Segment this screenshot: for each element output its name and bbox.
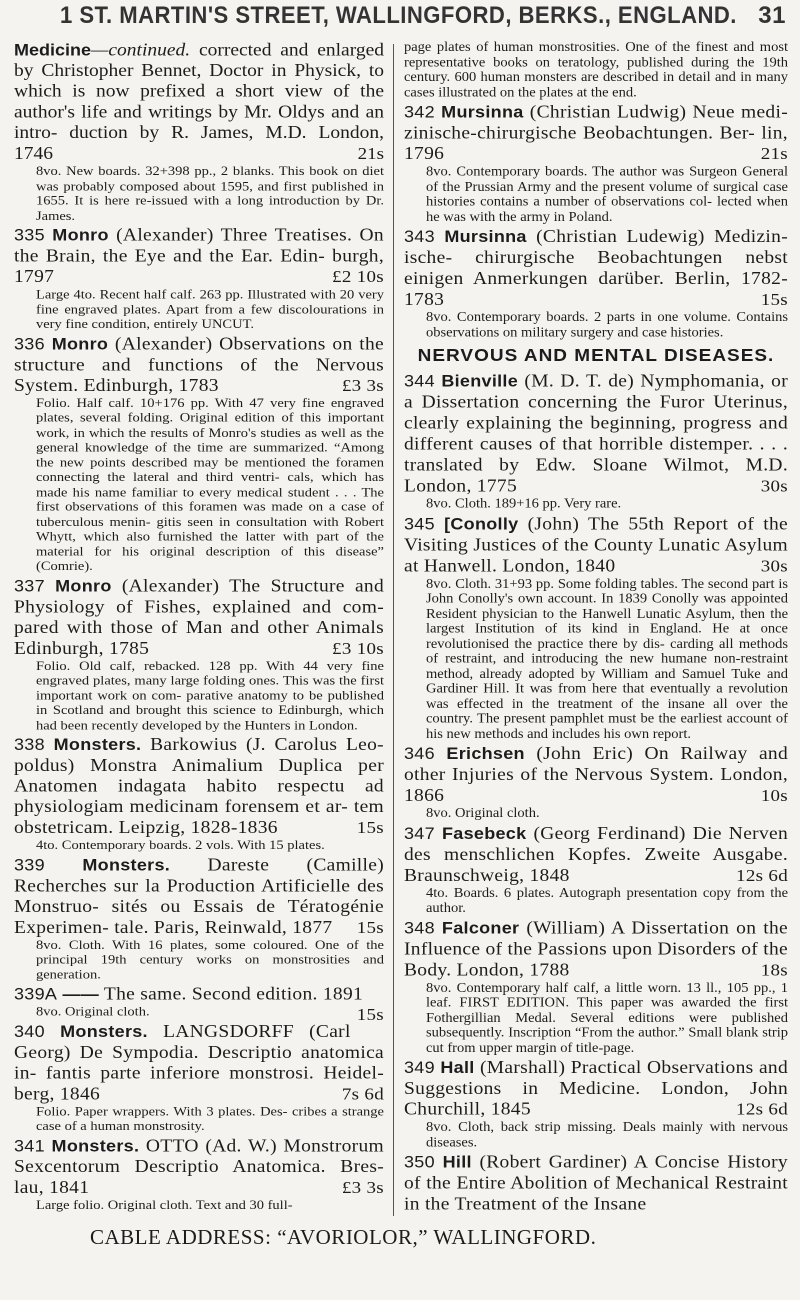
entry-title: (John Eric) On Railway and other Injuries of the Nervous System. London, 1866 bbox=[404, 744, 789, 806]
entry-description: 8vo. Contemporary boards. The author was Surgeon General of the Prussian Army and the present volume of surgical case histories contains a number of observations col- lected when he was with the army in Poland. bbox=[426, 164, 788, 225]
entry-author: Monro bbox=[52, 226, 109, 245]
entry-number: 342 bbox=[404, 102, 435, 121]
entry-description: Large folio. Original cloth. Text and 30 full- bbox=[36, 1197, 293, 1213]
entry-description: Large 4to. Recent half calf. 263 pp. Illustrated with 20 very fine engraved plates. Apart from a few discolourations in very fine condition, entirely UNCUT. bbox=[36, 287, 384, 332]
catalogue-entry bbox=[404, 918, 788, 1056]
entry-price: £2 10s bbox=[332, 267, 384, 287]
entry-price: 15s bbox=[356, 818, 384, 838]
entry-author: —— bbox=[62, 985, 100, 1003]
catalogue-entry bbox=[404, 227, 788, 341]
entry-title: (Georg Ferdinand) Die Nerven des menschlichen Kopfes. Zweite Ausgabe. Braunschweig, 1848 bbox=[404, 823, 788, 885]
entry-title: Dareste (Camille) Recherches sur la Production Artificielle des Monstruo- sités ou Essais de Tératogénie Experimen- tale. Paris, Reinwald, 1877 bbox=[14, 855, 384, 937]
entry-title: OTTO (Ad. W.) Monstrorum Sexcentorum Descriptio Anatomica. Bres- lau, 1841 bbox=[14, 1136, 384, 1197]
entry-price: 21s bbox=[760, 144, 788, 164]
entry-price: £3 10s bbox=[332, 638, 384, 658]
entry-title: (Robert Gardiner) A Concise History of the Entire Abolition of Mechanical Restraint in the Treatment of the Insane bbox=[404, 1152, 788, 1214]
catalogue-entry bbox=[14, 1021, 384, 1134]
entry-title: (Alexander) Three Treatises. On the Brain, the Eye and the Ear. Edin- burgh, 1797 bbox=[14, 226, 384, 287]
entry-title: (John) The 55th Report of the Visiting Justices of the County Lunatic Asylum at Hanwell. London, 1840 bbox=[404, 514, 788, 576]
entry-description: 8vo. Original cloth. bbox=[426, 806, 540, 821]
entry-author: Mursinna bbox=[441, 102, 524, 121]
entry-author: Monsters. bbox=[60, 1022, 148, 1041]
continued-label: —continued. bbox=[91, 40, 191, 60]
continued-heading: Medicine bbox=[14, 40, 92, 59]
entry-number: 340 bbox=[14, 1022, 45, 1041]
entry-description: 8vo. Contemporary half calf, a little worn. 13 ll., 105 pp., 1 leaf. FIRST EDITION. This paper was awarded the first Fothergillian Medal. Several editions were published subsequently. Inscription “From the author.” Small blank strip cut from upper margin of title-page. bbox=[426, 980, 788, 1056]
page-header bbox=[0, 0, 800, 34]
entry-description: 8vo. Cloth. With 16 plates, some coloured. One of the principal 19th century works on monstrosities and generation. bbox=[36, 937, 384, 982]
catalogue-entry bbox=[404, 102, 788, 225]
entry-author: Erichsen bbox=[446, 744, 525, 763]
entry-description: Folio. Half calf. 10+176 pp. With 47 very fine engraved plates, several folding. Original edition of this important work, in which the results of Monro's studies as well as the general knowledge of the time are summarized. “Among the new points described may be mentioned the foramen connecting the lateral and third ventri- cals, which has made his name familiar to every medical student . . . The first observations of this foramen was made on a case of tuberculous menin- gitis seen in consultation with Robert Whytt, which also furnished the latter with part of the material for his original description of this disease” (Comrie). bbox=[36, 395, 384, 574]
catalogue-entry bbox=[14, 855, 384, 982]
entry-price: 30s bbox=[760, 476, 788, 496]
entry-description: 4to. Contemporary boards. 2 vols. With 15 plates. bbox=[36, 838, 325, 853]
entry-price: 10s bbox=[760, 786, 788, 806]
entry-author: Fasebeck bbox=[441, 823, 527, 843]
continued-entry bbox=[14, 40, 384, 224]
entry-price: 12s 6d bbox=[736, 1100, 788, 1120]
catalogue-entry bbox=[404, 1057, 788, 1150]
entry-author: Hall bbox=[440, 1058, 475, 1077]
column-divider bbox=[393, 44, 394, 1216]
catalogue-entry bbox=[14, 334, 384, 574]
left-entry-list bbox=[14, 225, 384, 1212]
entry-title: (M. D. T. de) Nymphomania, or a Dissertation concerning the Furor Uterinus, clearly explaining the beginning, progress and different causes of that horrible distemper. . . . translated by Edw. Sloane Wilmot, M.D. London, 1775 bbox=[404, 372, 788, 496]
right-entry-list-a bbox=[404, 102, 788, 340]
entry-price: 30s bbox=[760, 556, 788, 576]
entry-title: The same. Second edition. 1891 bbox=[103, 985, 364, 1004]
entry-number: 335 bbox=[14, 226, 45, 245]
entry-number: 336 bbox=[14, 334, 45, 353]
entry-price: 15s bbox=[760, 290, 788, 310]
lead-text: page plates of human monstrosities. One of the finest and most representative books on teratology, published during the 19th century. 600 human monsters are described in detail and in many cases illustrated on the plates at the end. bbox=[404, 40, 788, 100]
entry-title: (Christian Ludwig) Neue medi- zinische-chirurgische Beobachtungen. Ber- lin, 1796 bbox=[404, 102, 788, 164]
entry-description: 8vo. Cloth. 189+16 pp. Very rare. bbox=[426, 496, 622, 512]
entry-number: 350 bbox=[404, 1152, 435, 1172]
entry-author: Falconer bbox=[441, 918, 520, 937]
entry-title: (Alexander) Observations on the structure and functions of the Nervous System. Edinburgh, 1783 bbox=[14, 334, 384, 396]
entry-number: 348 bbox=[404, 918, 435, 937]
entry-description: Folio. Paper wrappers. With 3 plates. Des- cribes a strange case of a human monstrosity. bbox=[36, 1104, 384, 1134]
entry-number: 343 bbox=[404, 227, 435, 246]
entry-number: 337 bbox=[14, 576, 45, 595]
page-number: 31 bbox=[758, 2, 786, 29]
entry-price: 15s bbox=[356, 917, 384, 937]
header-address: 1 ST. MARTIN'S STREET, WALLINGFORD, BERKS., ENGLAND. bbox=[60, 2, 737, 29]
entry-price: 18s bbox=[760, 960, 788, 980]
right-column bbox=[404, 40, 788, 1217]
entry-title: (Christian Ludewig) Medizin- ische- chirurgische Beobachtungen nebst einigen Anmerkungen darüber. Berlin, 1782-1783 bbox=[404, 227, 788, 310]
entry-description: Folio. Old calf, rebacked. 128 pp. With 44 very fine engraved plates, many large folding ones. This was the first important work on com- parative anatomy to be published in Scotland and brought this science to Edinburgh, which had been recently developed by the Hunters in London. bbox=[36, 658, 384, 733]
entry-author: Hill bbox=[442, 1152, 472, 1172]
catalogue-entry bbox=[404, 514, 788, 742]
right-entry-list-b bbox=[404, 371, 788, 1215]
lead-text-block bbox=[404, 40, 788, 100]
entry-number: 349 bbox=[404, 1058, 435, 1077]
entry-author: Mursinna bbox=[444, 227, 527, 246]
catalogue-entry bbox=[14, 1136, 384, 1213]
entry-description: 8vo. Original cloth. bbox=[36, 1004, 150, 1020]
continued-text: corrected and enlarged by Christopher Bennet, Doctor in Physick, to which is now prefixed a short view of the author's life and writings by Mr. Oldys and an intro- duction by R. James, M.D. London, 1746 bbox=[14, 40, 384, 164]
entry-description: 8vo. Cloth, back strip missing. Deals mainly with nervous diseases. bbox=[426, 1120, 788, 1150]
catalogue-entry bbox=[404, 371, 788, 512]
entry-description: 4to. Boards. 6 plates. Autograph presentation copy from the author. bbox=[426, 885, 788, 916]
entry-number: 347 bbox=[404, 823, 435, 843]
footer-cable-address: CABLE ADDRESS: “AVORIOLOR,” WALLINGFORD. bbox=[90, 1225, 597, 1249]
entry-price: 12s 6d bbox=[736, 865, 788, 885]
entry-title: Barkowius (J. Carolus Leo- poldus) Monstra Animalium Duplica per Anatomen indagata habito respectu ad physiologiam medicinam forensem et ar- tem obstetricam. Leipzig, 1828-1836 bbox=[14, 735, 384, 838]
continued-description: 8vo. New boards. 32+398 pp., 2 blanks. This book on diet was probably composed about 1595, and first published in 1655. It is here re-issued with a long introduction by Dr. James. bbox=[36, 164, 384, 224]
entry-author: Monro bbox=[55, 576, 112, 595]
entry-price: £3 3s bbox=[341, 376, 384, 396]
entry-title: LANGSDORFF (Carl Georg) De Sympodia. Descriptio anatomica in- fantis parte inferiore monstrosi. Heidel- berg, 1846 bbox=[14, 1022, 384, 1104]
entry-number: 346 bbox=[404, 744, 435, 763]
entry-description: 8vo. Contemporary boards. 2 parts in one volume. Contains observations on military surgery and case histories. bbox=[426, 310, 788, 340]
entry-price: 15s bbox=[356, 1005, 384, 1025]
entry-author: Monsters. bbox=[82, 855, 171, 874]
entry-author: Monsters. bbox=[51, 1136, 140, 1155]
entry-author: [Conolly bbox=[444, 514, 519, 533]
entry-number: 339A bbox=[14, 985, 58, 1003]
entry-number: 345 bbox=[404, 514, 435, 533]
entry-title: (William) A Dissertation on the Influence of the Passions upon Disorders of the Body. London, 1788 bbox=[404, 918, 788, 980]
entry-author: Bienville bbox=[441, 372, 519, 391]
catalogue-entry bbox=[404, 743, 788, 821]
entry-author: Monsters. bbox=[53, 735, 142, 754]
entry-title: (Marshall) Practical Observations and Suggestions in Medicine. London, John Churchill, 1845 bbox=[404, 1058, 788, 1120]
catalogue-entry bbox=[404, 1152, 788, 1215]
entry-number: 338 bbox=[14, 735, 45, 754]
entry-number: 339 bbox=[14, 855, 45, 874]
entry-price: £3 3s bbox=[341, 1178, 384, 1197]
catalogue-entry bbox=[14, 576, 384, 733]
catalogue-entry bbox=[14, 984, 384, 1025]
continued-price: 21s bbox=[357, 144, 384, 164]
entry-price: 7s 6d bbox=[341, 1084, 384, 1104]
catalogue-entry bbox=[14, 735, 384, 853]
catalogue-entry bbox=[404, 823, 788, 916]
entry-title: (Alexander) The Structure and Physiology of Fishes, explained and com- pared with those of Man and other Animals Edinburgh, 1785 bbox=[14, 576, 384, 658]
left-column bbox=[14, 40, 384, 1215]
section-title: NERVOUS AND MENTAL DISEASES. bbox=[417, 346, 775, 366]
entry-author: Monro bbox=[51, 334, 109, 353]
entry-number: 344 bbox=[404, 372, 435, 391]
entry-number: 341 bbox=[14, 1136, 45, 1155]
entry-description: 8vo. Cloth. 31+93 pp. Some folding tables. The second part is John Conolly's own account. In 1839 Conolly was appointed Resident physician to the Hanwell Lunatic Asylum, then the largest Institution of its kind in England. He at once revolutionised the practice there by dis- carding all methods of restraint, and introducing the new humane non-restraint method, already adopted by William and Samuel Tuke and Gardiner Hill. It was from here that eventually a revolution was effected in the treatment of the insane all over the country. The present pamphlet must be the earliest account of his new methods and includes his own report. bbox=[426, 576, 788, 742]
catalogue-entry bbox=[14, 225, 384, 332]
